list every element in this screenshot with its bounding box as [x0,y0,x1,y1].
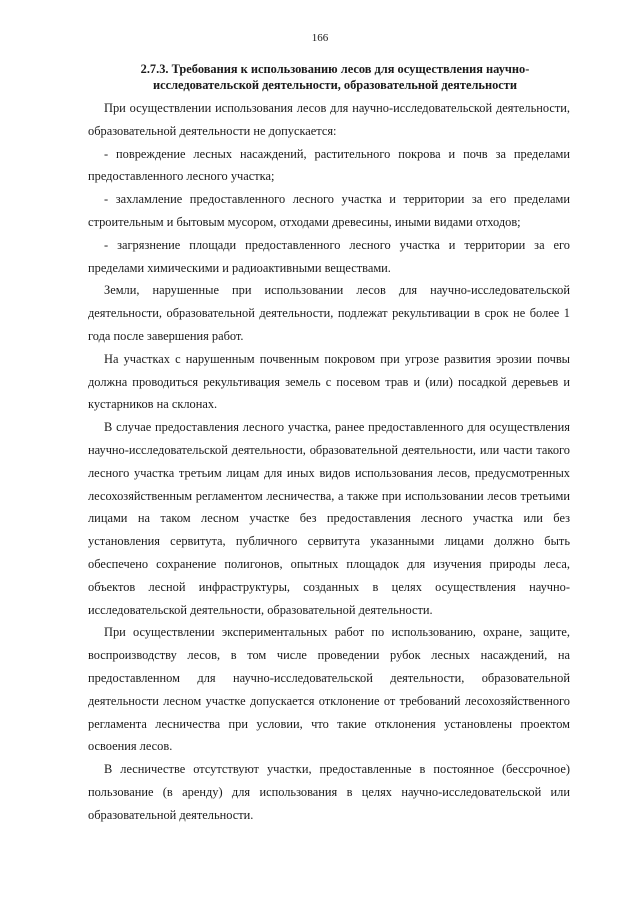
paragraph-list-item: - захламление предоставленного лесного участка и территории за его пределами строительным и бытовым мусором, отходами древесины, иными видами отходов; [88,192,570,229]
paragraph-list-item: - повреждение лесных насаждений, растительного покрова и почв за пределами предоставленного лесного участка; [88,146,570,184]
section-heading: 2.7.3. Требования к использованию лесов для осуществления научно-исследовательской деятельности, образовательной деятельности [140,62,530,92]
paragraph-experimental: При осуществлении экспериментальных работ по использованию, охране, защите, воспроизводству лесов, в том числе проведении рубок лесных насаждений, на предоставленном для научно-исследовательской деятельности, образовательной деятельности лесном участке допускается отклонение от требований лесохозяйственного регламента лесничества при условии, что такие отклонения установлены проектом освоения лесов. [88,625,570,754]
paragraph-list-item: - загрязнение площади предоставленного лесного участка и территории за его пределами химическими и радиоактивными веществами. [88,237,570,275]
paragraph-third-parties: В случае предоставления лесного участка, ранее предоставленного для осуществления научно-исследовательской деятельности, образовательной деятельности, или части такого лесного участка третьим лицам для иных видов использования лесов, предусмотренных лесохозяйственным регламентом лесничества, а также при использовании лесов третьими лицами на таком лесном участке без предоставления лесного участка или без установления сервитута, публичного сервитута указанными лицами должно быть обеспечено сохранение полигонов, опытных площадок для изучения природы леса, объектов лесной инфраструктуры, созданных в целях осуществления научно-исследовательской деятельности, образовательной деятельности. [88,420,570,617]
paragraph-intro: При осуществлении использования лесов для научно-исследовательской деятельности, образовательной деятельности не допускается: [88,101,570,138]
paragraph-reclamation: Земли, нарушенные при использовании лесов для научно-исследовательской деятельности, образовательной деятельности, подлежат рекультивации в срок не более 1 года после завершения работ. [88,283,570,343]
body-text [88,97,570,827]
page-number: 166 [311,32,329,44]
paragraph-erosion: На участках с нарушенным почвенным покровом при угрозе развития эрозии почвы должна проводиться рекультивация земель с посевом трав и (или) посадкой деревьев и кустарников на склонах. [88,351,570,412]
paragraph-absence: В лесничестве отсутствуют участки, предоставленные в постоянное (бессрочное) пользование (в аренду) для использования в целях научно-исследовательской или образовательной деятельности. [88,762,570,822]
